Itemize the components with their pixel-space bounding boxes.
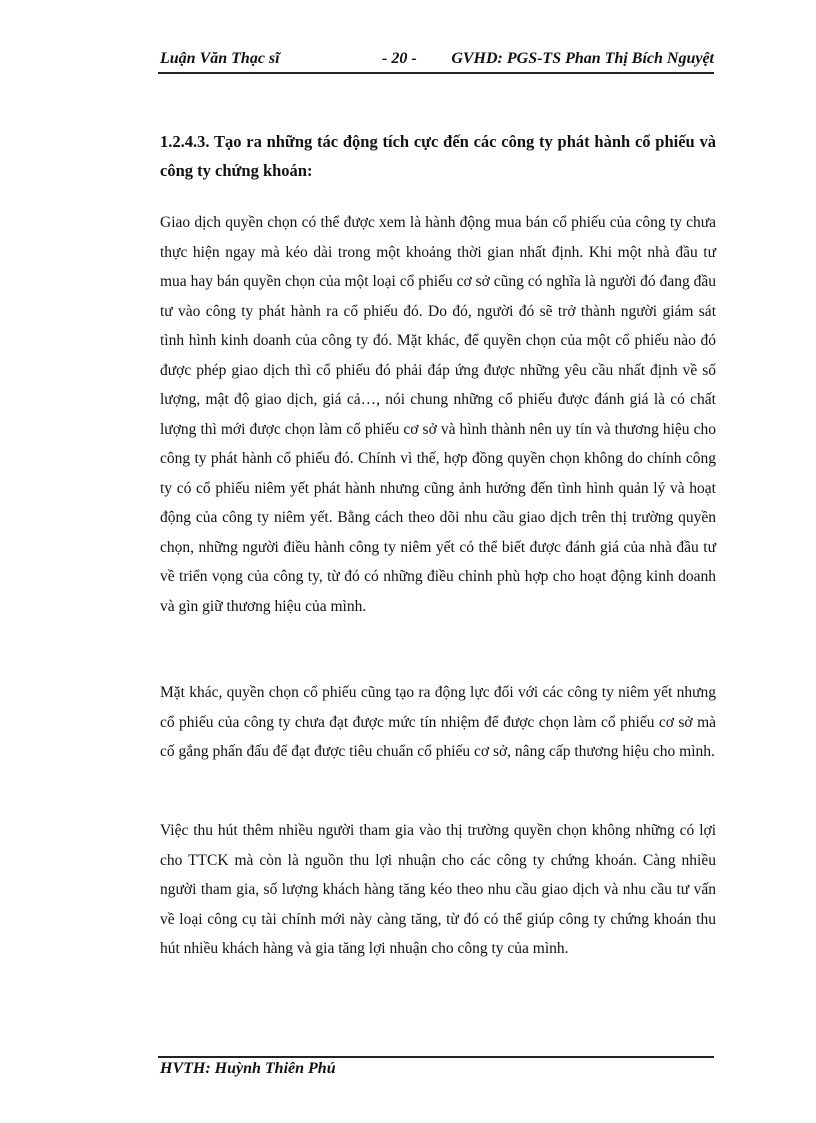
header-thesis-title: Luận Văn Thạc sĩ — [160, 50, 280, 67]
section-heading: 1.2.4.3. Tạo ra những tác động tích cực đến các công ty phát hành cổ phiếu và công ty chứng khoán: — [160, 132, 716, 180]
body-paragraph-2: Mặt khác, quyền chọn cổ phiếu cũng tạo ra động lực đối với các công ty niêm yết nhưng cổ phiếu của công ty chưa đạt được mức tín nhiệm để được chọn làm cổ phiếu cơ sở mà cố gắng phấn đấu để đạt được tiêu chuẩn cổ phiếu cơ sở, nâng cấp thương hiệu cho mình. — [160, 684, 716, 760]
footer-divider — [158, 1056, 714, 1058]
page-footer-author: HVTH: Huỳnh Thiên Phú — [160, 1060, 336, 1077]
header-supervisor: GVHD: PGS-TS Phan Thị Bích Nguyệt — [451, 50, 714, 67]
body-paragraph-1: Giao dịch quyền chọn có thể được xem là hành động mua bán cổ phiếu của công ty chưa thực hiện ngay mà kéo dài trong một khoảng thời gian nhất định. Khi một nhà đầu tư mua hay bán quyền chọn của một loại cổ phiếu cơ sở cũng có nghĩa là người đó đang đầu tư vào công ty phát hành ra cổ phiếu đó. Do đó, người đó sẽ trở thành người giám sát tình hình kinh doanh của công ty đó. Mặt khác, để quyền chọn của một cổ phiếu nào đó được phép giao dịch thì cổ phiếu đó phải đáp ứng được những yêu cầu nhất định về số lượng, mật độ giao dịch, giá cả…, nói chung những cổ phiếu được đánh giá là có chất lượng thì mới được chọn làm cổ phiếu cơ sở và hình thành nên uy tín và thương hiệu cho công ty phát hành cổ phiếu đó. Chính vì thế, hợp đồng quyền chọn không do chính công ty có cổ phiếu niêm yết phát hành nhưng cũng ảnh hưởng đến tình hình quản lý và hoạt động của công ty niêm yết. Bằng cách theo dõi nhu cầu giao dịch trên thị trường quyền chọn, những người điều hành công ty niêm yết có thể biết được đánh giá của nhà đầu tư về triển vọng của công ty, từ đó có những điều chỉnh phù hợp cho hoạt động kinh doanh và gìn giữ thương hiệu của mình. — [160, 214, 716, 615]
page-header — [158, 48, 714, 74]
body-paragraph-3: Việc thu hút thêm nhiều người tham gia vào thị trường quyền chọn không những có lợi cho TTCK mà còn là nguồn thu lợi nhuận cho các công ty chứng khoán. Càng nhiều người tham gia, số lượng khách hàng tăng kéo theo nhu cầu giao dịch và nhu cầu tư vấn về loại công cụ tài chính mới này càng tăng, từ đó có thể giúp công ty chứng khoán thu hút nhiều khách hàng và gia tăng lợi nhuận cho công ty của mình. — [160, 822, 716, 957]
page-number: - 20 - — [382, 50, 417, 67]
